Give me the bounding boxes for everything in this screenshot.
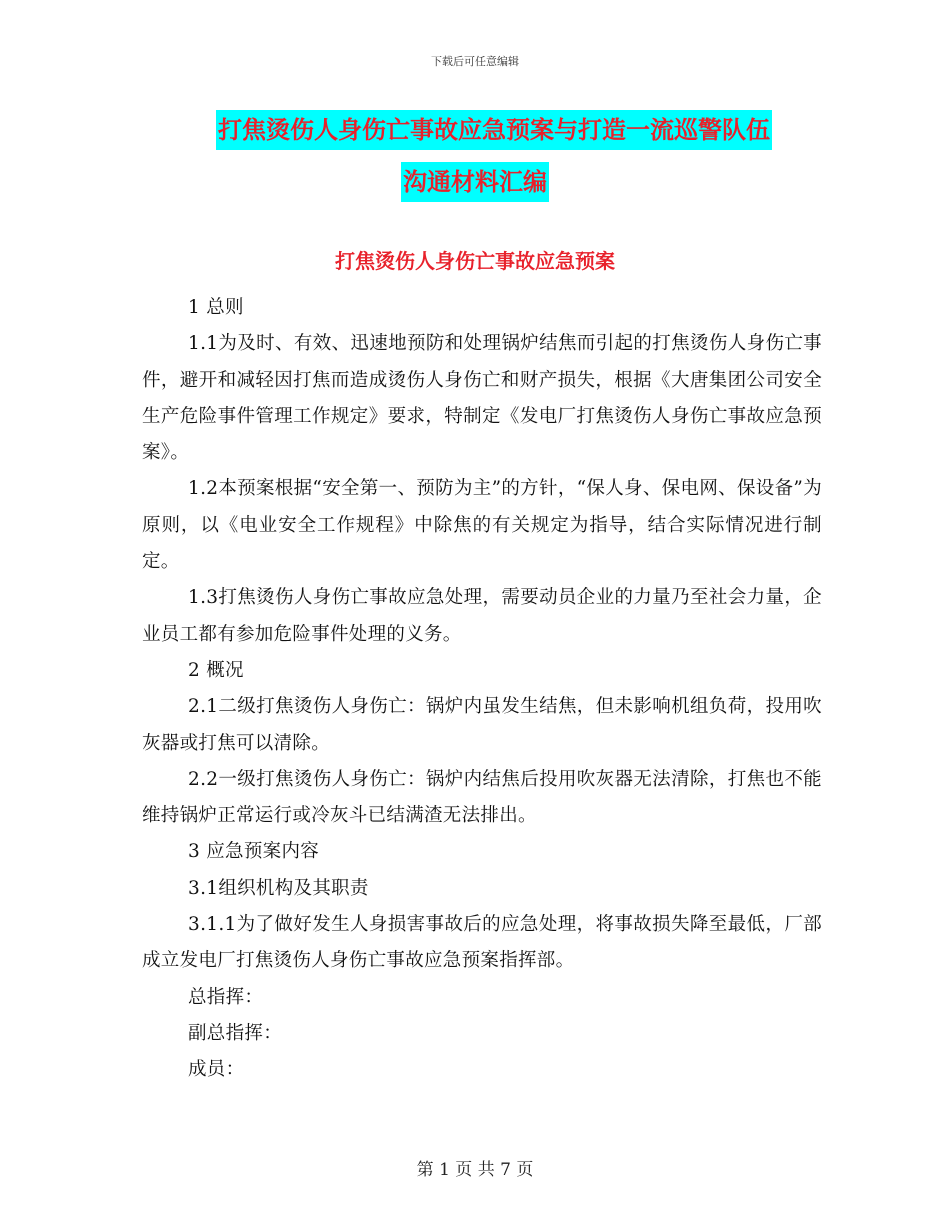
paragraph: 1.3打焦烫伤人身伤亡事故应急处理，需要动员企业的力量乃至社会力量，企业员工都有参加危险事件处理的义务。 — [142, 587, 822, 645]
title-line-1: 打焦烫伤人身伤亡事故应急预案与打造一流巡警队伍 — [216, 110, 772, 150]
page-footer: 第 1 页 共 7 页 — [416, 1160, 534, 1180]
paragraph: 1 总则 — [188, 297, 244, 318]
document-body — [142, 290, 822, 1089]
paragraph: 3 应急预案内容 — [188, 841, 320, 863]
section-title: 打焦烫伤人身伤亡事故应急预案 — [335, 249, 615, 273]
page-header: 下载后可任意编辑 — [431, 55, 519, 68]
paragraph: 总指挥： — [188, 986, 264, 1008]
paragraph: 1.2本预案根据“安全第一、预防为主”的方针，“保人身、保电网、保设备”为原则，以《电业安全工作规程》中除焦的有关规定为指导，结合实际情况进行制定。 — [142, 478, 822, 573]
paragraph: 2.1二级打焦烫伤人身伤亡：锅炉内虽发生结焦，但未影响机组负荷，投用吹灰器或打焦可以清除。 — [142, 696, 822, 754]
paragraph: 2 概况 — [188, 659, 244, 681]
paragraph: 1.1为及时、有效、迅速地预防和处理锅炉结焦而引起的打焦烫伤人身伤亡事件，避开和减轻因打焦而造成烫伤人身伤亡和财产损失，根据《大唐集团公司安全生产危险事件管理工作规定》要求，特制定《发电厂打焦烫伤人身伤亡事故应急预案》。 — [142, 333, 822, 464]
document-title — [0, 110, 950, 214]
paragraph: 成员： — [188, 1059, 245, 1081]
paragraph: 副总指挥： — [188, 1022, 283, 1044]
paragraph: 2.2一级打焦烫伤人身伤亡：锅炉内结焦后投用吹灰器无法清除，打焦也不能维持锅炉正常运行或冷灰斗已结满渣无法排出。 — [142, 768, 822, 827]
paragraph: 3.1.1为了做好发生人身损害事故后的应急处理，将事故损失降至最低，厂部成立发电厂打焦烫伤人身伤亡事故应急预案指挥部。 — [142, 914, 822, 972]
paragraph: 3.1组织机构及其职责 — [188, 877, 369, 899]
title-line-2: 沟通材料汇编 — [401, 162, 549, 202]
